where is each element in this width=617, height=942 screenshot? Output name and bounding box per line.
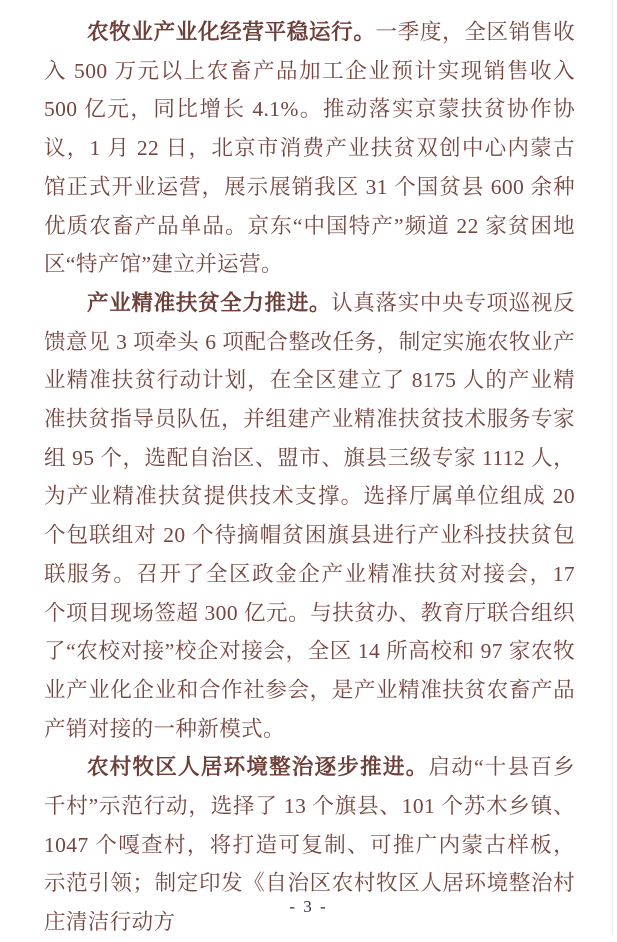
- paragraph-lead: 农村牧区人居环境整治逐步推进。: [87, 755, 429, 780]
- paragraph: [44, 13, 575, 284]
- page-number: - 3 -: [289, 897, 328, 916]
- paragraph: [44, 284, 575, 748]
- paragraph-lead: 产业精准扶贫全力推进。: [87, 290, 332, 315]
- paragraph-body: 启动“十县百乡千村”示范行动，选择了 13 个旗县、101 个苏木乡镇、1047 个嘎查村，将打造可复制、可推广内蒙古样板，示范引领；制定印发《自治区农村牧区人居环境整治村庄清洁行动方: [44, 755, 575, 935]
- paragraph-body: 一季度，全区销售收入 500 万元以上农畜产品加工企业预计实现销售收入 500 亿元，同比增长 4.1%。推动落实京蒙扶贫协作协议，1 月 22 日，北京市消费产业扶贫双创中心内蒙古馆正式开业运营，展示展销我区 31 个国贫县 600 余种优质农畜产品单品。京东“中国特产”频道 22 家贫困地区“特产馆”建立并运营。: [44, 20, 576, 277]
- document-body: [44, 13, 575, 942]
- scan-edge-line: [612, 0, 613, 935]
- paragraph-body: 认真落实中央专项巡视反馈意见 3 项牵头 6 项配合整改任务，制定实施农牧业产业精准扶贫行动计划，在全区建立了 8175 人的产业精准扶贫指导员队伍，并组建产业精准扶贫技术服务专家组 95 个，选配自治区、盟市、旗县三级专家 1112 人，为产业精准扶贫提供技术支撑。选择厅属单位组成 20 个包联组对 20 个待摘帽贫困旗县进行产业科技扶贫包联服务。召开了全区政金企产业精准扶贫对接会，17 个项目现场签超 300 亿元。与扶贫办、教育厅联合组织了“农校对接”校企对接会，全区 14 所高校和 97 家农牧业产业化企业和合作社参会，是产业精准扶贫农畜产品产销对接的一种新模式。: [44, 290, 576, 741]
- paragraph-lead: 农牧业产业化经营平稳运行。: [87, 20, 376, 44]
